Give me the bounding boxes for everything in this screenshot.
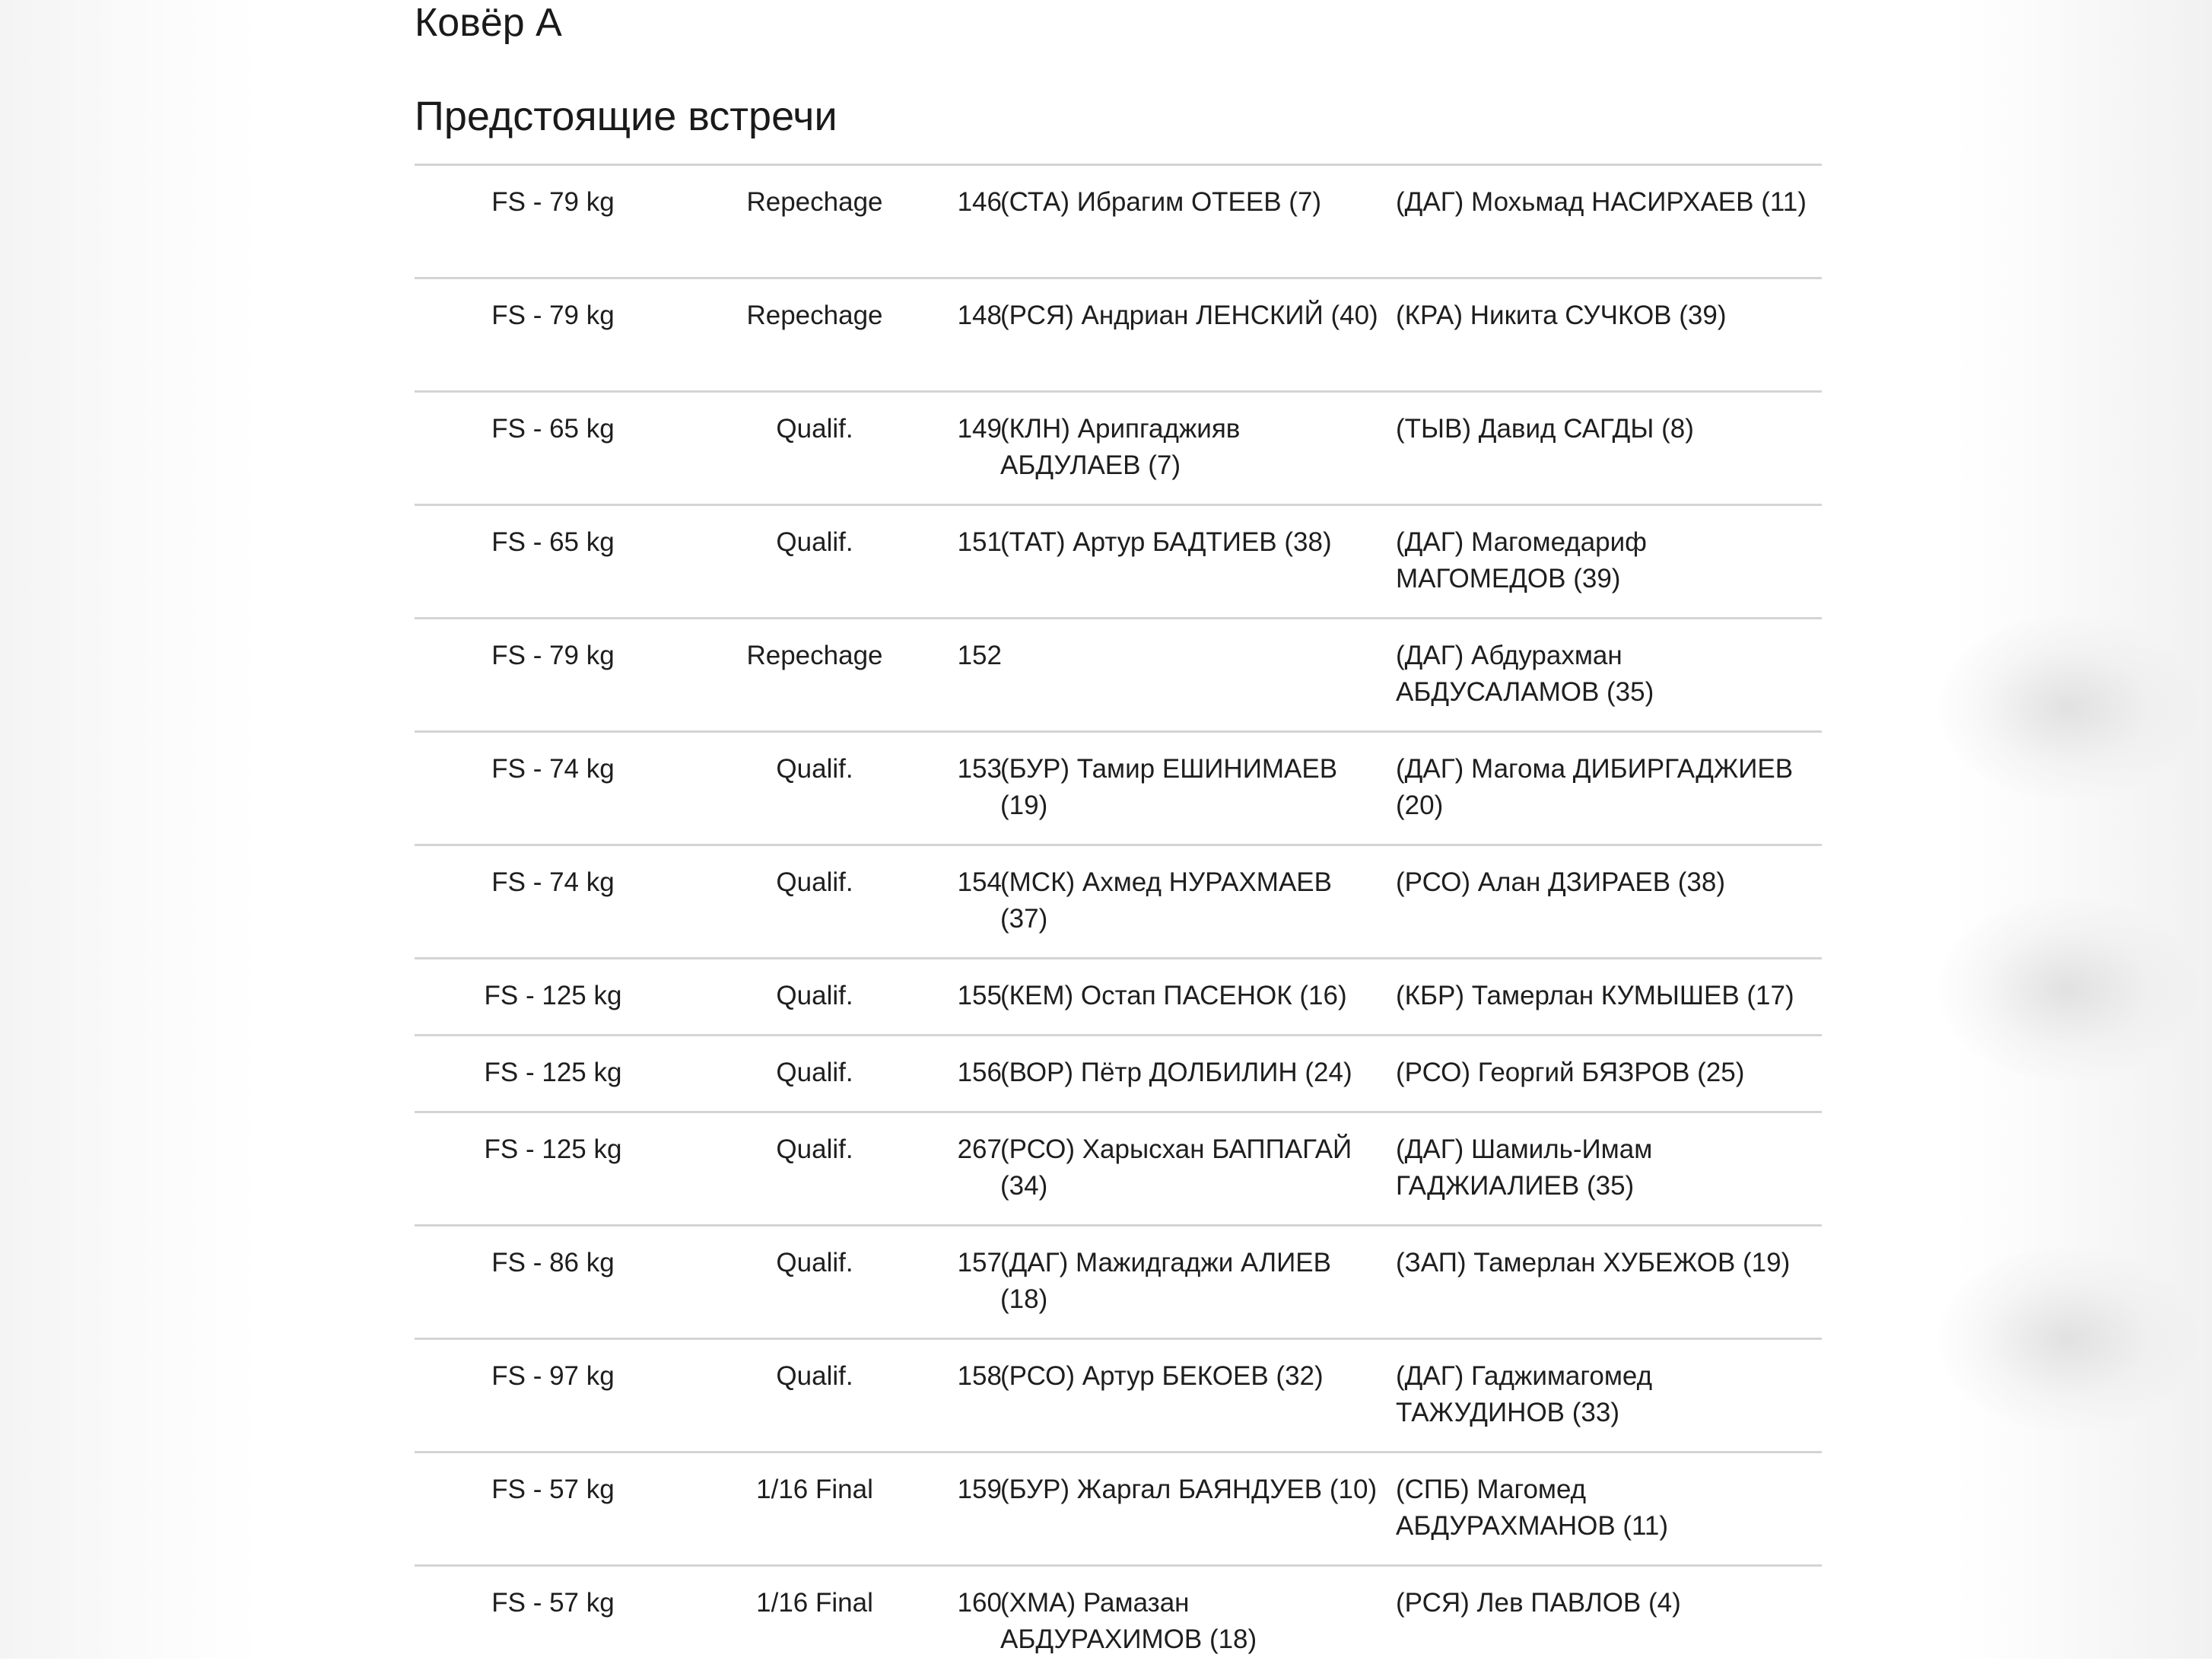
bout-row[interactable] — [415, 1036, 1822, 1113]
weight-class: FS - 57 kg — [491, 1475, 615, 1504]
mat-title: Ковёр А — [415, 1, 562, 45]
weight-class: FS - 74 kg — [491, 867, 615, 897]
bout-row[interactable] — [415, 1227, 1822, 1340]
round: Qualif. — [776, 1248, 853, 1278]
athlete-red: (МСК) Ахмед НУРАХМАЕВ (37) — [1000, 867, 1332, 934]
bout-row[interactable] — [415, 506, 1822, 619]
bout-row[interactable] — [415, 1567, 1822, 1680]
athlete-red: (РСЯ) Андриан ЛЕНСКИЙ (40) — [1000, 301, 1378, 330]
round: Qualif. — [776, 867, 853, 897]
bout-number: 160 — [957, 1588, 1002, 1618]
bout-number: 159 — [957, 1475, 1002, 1504]
athlete-blue: (КБР) Тамерлан КУМЫШЕВ (17) — [1396, 981, 1794, 1010]
bout-number: 158 — [957, 1361, 1002, 1391]
athlete-red: (СТА) Ибрагим ОТЕЕВ (7) — [1000, 187, 1322, 217]
round: Qualif. — [776, 527, 853, 557]
bout-row[interactable] — [415, 959, 1822, 1036]
athlete-blue: (РСЯ) Лев ПАВЛОВ (4) — [1396, 1588, 1681, 1618]
athlete-red: (РСО) Харысхан БАППАГАЙ (34) — [1000, 1134, 1352, 1201]
round: Repechage — [746, 301, 883, 330]
athlete-blue: (ДАГ) Магома ДИБИРГАДЖИЕВ (20) — [1396, 754, 1794, 820]
bout-number: 148 — [957, 301, 1002, 330]
bout-number: 157 — [957, 1248, 1002, 1278]
bout-row[interactable] — [415, 1340, 1822, 1453]
round: 1/16 Final — [756, 1588, 873, 1618]
bout-row[interactable] — [415, 846, 1822, 959]
bout-row[interactable] — [415, 166, 1822, 279]
weight-class: FS - 125 kg — [484, 981, 622, 1010]
round: Repechage — [746, 641, 883, 670]
athlete-blue: (КРА) Никита СУЧКОВ (39) — [1396, 301, 1727, 330]
athlete-red: (БУР) Тамир ЕШИНИМАЕВ (19) — [1000, 754, 1338, 820]
weight-class: FS - 79 kg — [491, 641, 615, 670]
section-title: Предстоящие встречи — [415, 94, 837, 139]
weight-class: FS - 79 kg — [491, 187, 615, 217]
bout-row[interactable] — [415, 279, 1822, 393]
bout-row[interactable] — [415, 393, 1822, 506]
bout-number: 152 — [957, 641, 1002, 670]
round: Qualif. — [776, 981, 853, 1010]
athlete-blue: (СПБ) Магомед АБДУРАХМАНОВ (11) — [1396, 1475, 1669, 1541]
bouts-table — [415, 164, 1822, 1680]
athlete-red: (ДАГ) Мажидгаджи АЛИЕВ (18) — [1000, 1248, 1331, 1314]
athlete-blue: (ДАГ) Шамиль-Имам ГАДЖИАЛИЕВ (35) — [1396, 1134, 1653, 1201]
round: Qualif. — [776, 1134, 853, 1164]
bout-row[interactable] — [415, 733, 1822, 846]
athlete-red: (БУР) Жаргал БАЯНДУЕВ (10) — [1000, 1475, 1378, 1504]
round: Qualif. — [776, 414, 853, 444]
weight-class: FS - 125 kg — [484, 1058, 622, 1087]
bout-row[interactable] — [415, 1453, 1822, 1567]
athlete-blue: (ДАГ) Мохьмад НАСИРХАЕВ (11) — [1396, 187, 1807, 217]
round: Qualif. — [776, 1361, 853, 1391]
athlete-blue: (ДАГ) Магомедариф МАГОМЕДОВ (39) — [1396, 527, 1647, 593]
background-blur — [1938, 616, 2197, 799]
athlete-red: (ХМА) Рамазан АБДУРАХИМОВ (18) — [1000, 1588, 1257, 1654]
round: Repechage — [746, 187, 883, 217]
athlete-blue: (ДАГ) Гаджимагомед ТАЖУДИНОВ (33) — [1396, 1361, 1653, 1427]
bout-number: 149 — [957, 414, 1002, 444]
background-blur — [1938, 898, 2197, 1080]
weight-class: FS - 97 kg — [491, 1361, 615, 1391]
bout-number: 267 — [957, 1134, 1002, 1164]
bout-number: 156 — [957, 1058, 1002, 1087]
bout-row[interactable] — [415, 619, 1822, 733]
weight-class: FS - 74 kg — [491, 754, 615, 784]
weight-class: FS - 57 kg — [491, 1588, 615, 1618]
athlete-red: (КЛН) Арипгаджияв АБДУЛАЕВ (7) — [1000, 414, 1241, 480]
weight-class: FS - 79 kg — [491, 301, 615, 330]
weight-class: FS - 125 kg — [484, 1134, 622, 1164]
athlete-red: (РСО) Артур БЕКОЕВ (32) — [1000, 1361, 1324, 1391]
athlete-blue: (ДАГ) Абдурахман АБДУСАЛАМОВ (35) — [1396, 641, 1654, 707]
athlete-blue: (ЗАП) Тамерлан ХУБЕЖОВ (19) — [1396, 1248, 1791, 1278]
background-blur — [1938, 1248, 2197, 1430]
bout-row[interactable] — [415, 1113, 1822, 1227]
bout-number: 153 — [957, 754, 1002, 784]
round: Qualif. — [776, 1058, 853, 1087]
bout-number: 155 — [957, 981, 1002, 1010]
weight-class: FS - 65 kg — [491, 527, 615, 557]
round: 1/16 Final — [756, 1475, 873, 1504]
athlete-red: (КЕМ) Остап ПАСЕНОК (16) — [1000, 981, 1347, 1010]
athlete-red: (ТАТ) Артур БАДТИЕВ (38) — [1000, 527, 1332, 557]
background-shade-left — [0, 0, 259, 1659]
bout-number: 151 — [957, 527, 1002, 557]
weight-class: FS - 65 kg — [491, 414, 615, 444]
athlete-red: (ВОР) Пётр ДОЛБИЛИН (24) — [1000, 1058, 1352, 1087]
athlete-blue: (ТЫВ) Давид САГДЫ (8) — [1396, 414, 1694, 444]
athlete-blue: (РСО) Алан ДЗИРАЕВ (38) — [1396, 867, 1726, 897]
bout-number: 154 — [957, 867, 1002, 897]
bout-number: 146 — [957, 187, 1002, 217]
athlete-blue: (РСО) Георгий БЯЗРОВ (25) — [1396, 1058, 1745, 1087]
round: Qualif. — [776, 754, 853, 784]
weight-class: FS - 86 kg — [491, 1248, 615, 1278]
